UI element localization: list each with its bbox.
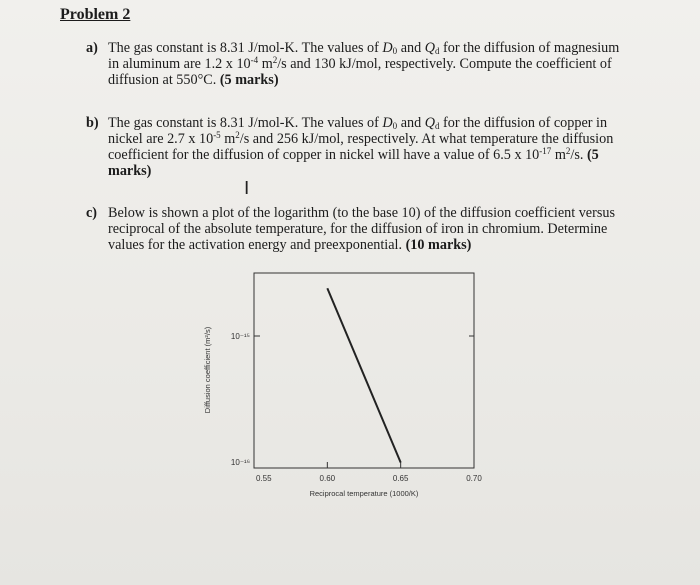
question-a	[86, 40, 661, 88]
d0-subscript: 0	[392, 46, 398, 56]
question-b-label: b)	[86, 115, 99, 131]
question-a-text-7: diffusion at 550°C.	[108, 72, 220, 88]
diffusion-plot	[196, 265, 496, 505]
series-line	[327, 288, 400, 462]
question-a-text-1: The gas constant is 8.31 J/mol-K. The values of	[108, 40, 383, 56]
question-c-text-2: reciprocal of the absolute temperature, for the diffusion of iron in chromium. Determine	[108, 221, 608, 237]
question-b-text-6: /s and 256 kJ/mol, respectively. At what temperature the diffusion	[239, 131, 614, 147]
x-tick-label: 0.55	[256, 474, 272, 483]
question-b-text-4: nickel are 2.7 x 10	[108, 131, 214, 147]
question-a-text-6: /s and 130 kJ/mol, respectively. Compute the coefficient of	[277, 56, 612, 72]
exponent: 2	[565, 146, 571, 156]
qd-subscript: d	[434, 46, 440, 56]
y-tick-label: 10⁻¹⁵	[230, 331, 250, 341]
question-a-text-3: for the diffusion of magnesium	[439, 40, 620, 56]
exponent: -4	[250, 55, 259, 65]
question-c-text-1: Below is shown a plot of the logarithm (to the base 10) of the diffusion coefficient versus	[108, 205, 615, 221]
question-a-text-5: m	[258, 56, 273, 72]
question-c-marks: (10 marks)	[405, 237, 472, 253]
x-tick-label: 0.65	[392, 474, 409, 483]
question-b-text-7: coefficient for the diffusion of copper in nickel will have a value of 6.5 x 10	[108, 147, 540, 163]
question-b-text-2: and	[397, 115, 425, 131]
exponent: -17	[539, 146, 552, 156]
question-b-text-3: for the diffusion of copper in	[439, 115, 608, 131]
question-b-marks: (5	[586, 147, 599, 163]
question-b-text-9: /s.	[570, 147, 587, 163]
question-b-text-5: m	[220, 131, 236, 147]
question-c-text-3: values for the activation energy and preexponential.	[108, 237, 406, 253]
question-a-label: a)	[86, 40, 98, 56]
question-a-text-4: in aluminum are 1.2 x 10	[108, 56, 251, 72]
question-c-label: c)	[86, 205, 98, 221]
qd-subscript: d	[434, 121, 440, 131]
d0-subscript: 0	[392, 121, 398, 131]
y-axis-label: Diffusion coefficient (m²/s)	[203, 326, 212, 414]
text-cursor-icon: I	[244, 178, 250, 199]
exponent: 2	[235, 130, 240, 140]
exponent: -5	[213, 130, 221, 140]
question-b-text-8: m	[551, 147, 566, 163]
question-a-marks: (5 marks)	[219, 72, 279, 88]
problem-title: Problem 2	[60, 6, 131, 23]
question-a-text-2: and	[397, 40, 425, 56]
d0-symbol: D	[382, 40, 393, 56]
question-b-text-1: The gas constant is 8.31 J/mol-K. The values of	[108, 115, 383, 131]
qd-symbol: Q	[424, 40, 435, 56]
exponent: 2	[272, 55, 278, 65]
qd-symbol: Q	[424, 115, 435, 131]
question-c	[86, 205, 661, 253]
x-tick-label: 0.70	[466, 474, 482, 483]
question-b	[86, 115, 661, 179]
d0-symbol: D	[382, 115, 393, 131]
x-axis-label: Reciprocal temperature (1000/K)	[309, 489, 419, 498]
y-tick-label: 10⁻¹⁶	[230, 458, 250, 467]
plot-frame	[254, 273, 474, 468]
question-b-marks-cont: marks)	[108, 163, 152, 179]
plot-svg	[196, 265, 496, 505]
x-tick-label: 0.60	[319, 474, 336, 483]
